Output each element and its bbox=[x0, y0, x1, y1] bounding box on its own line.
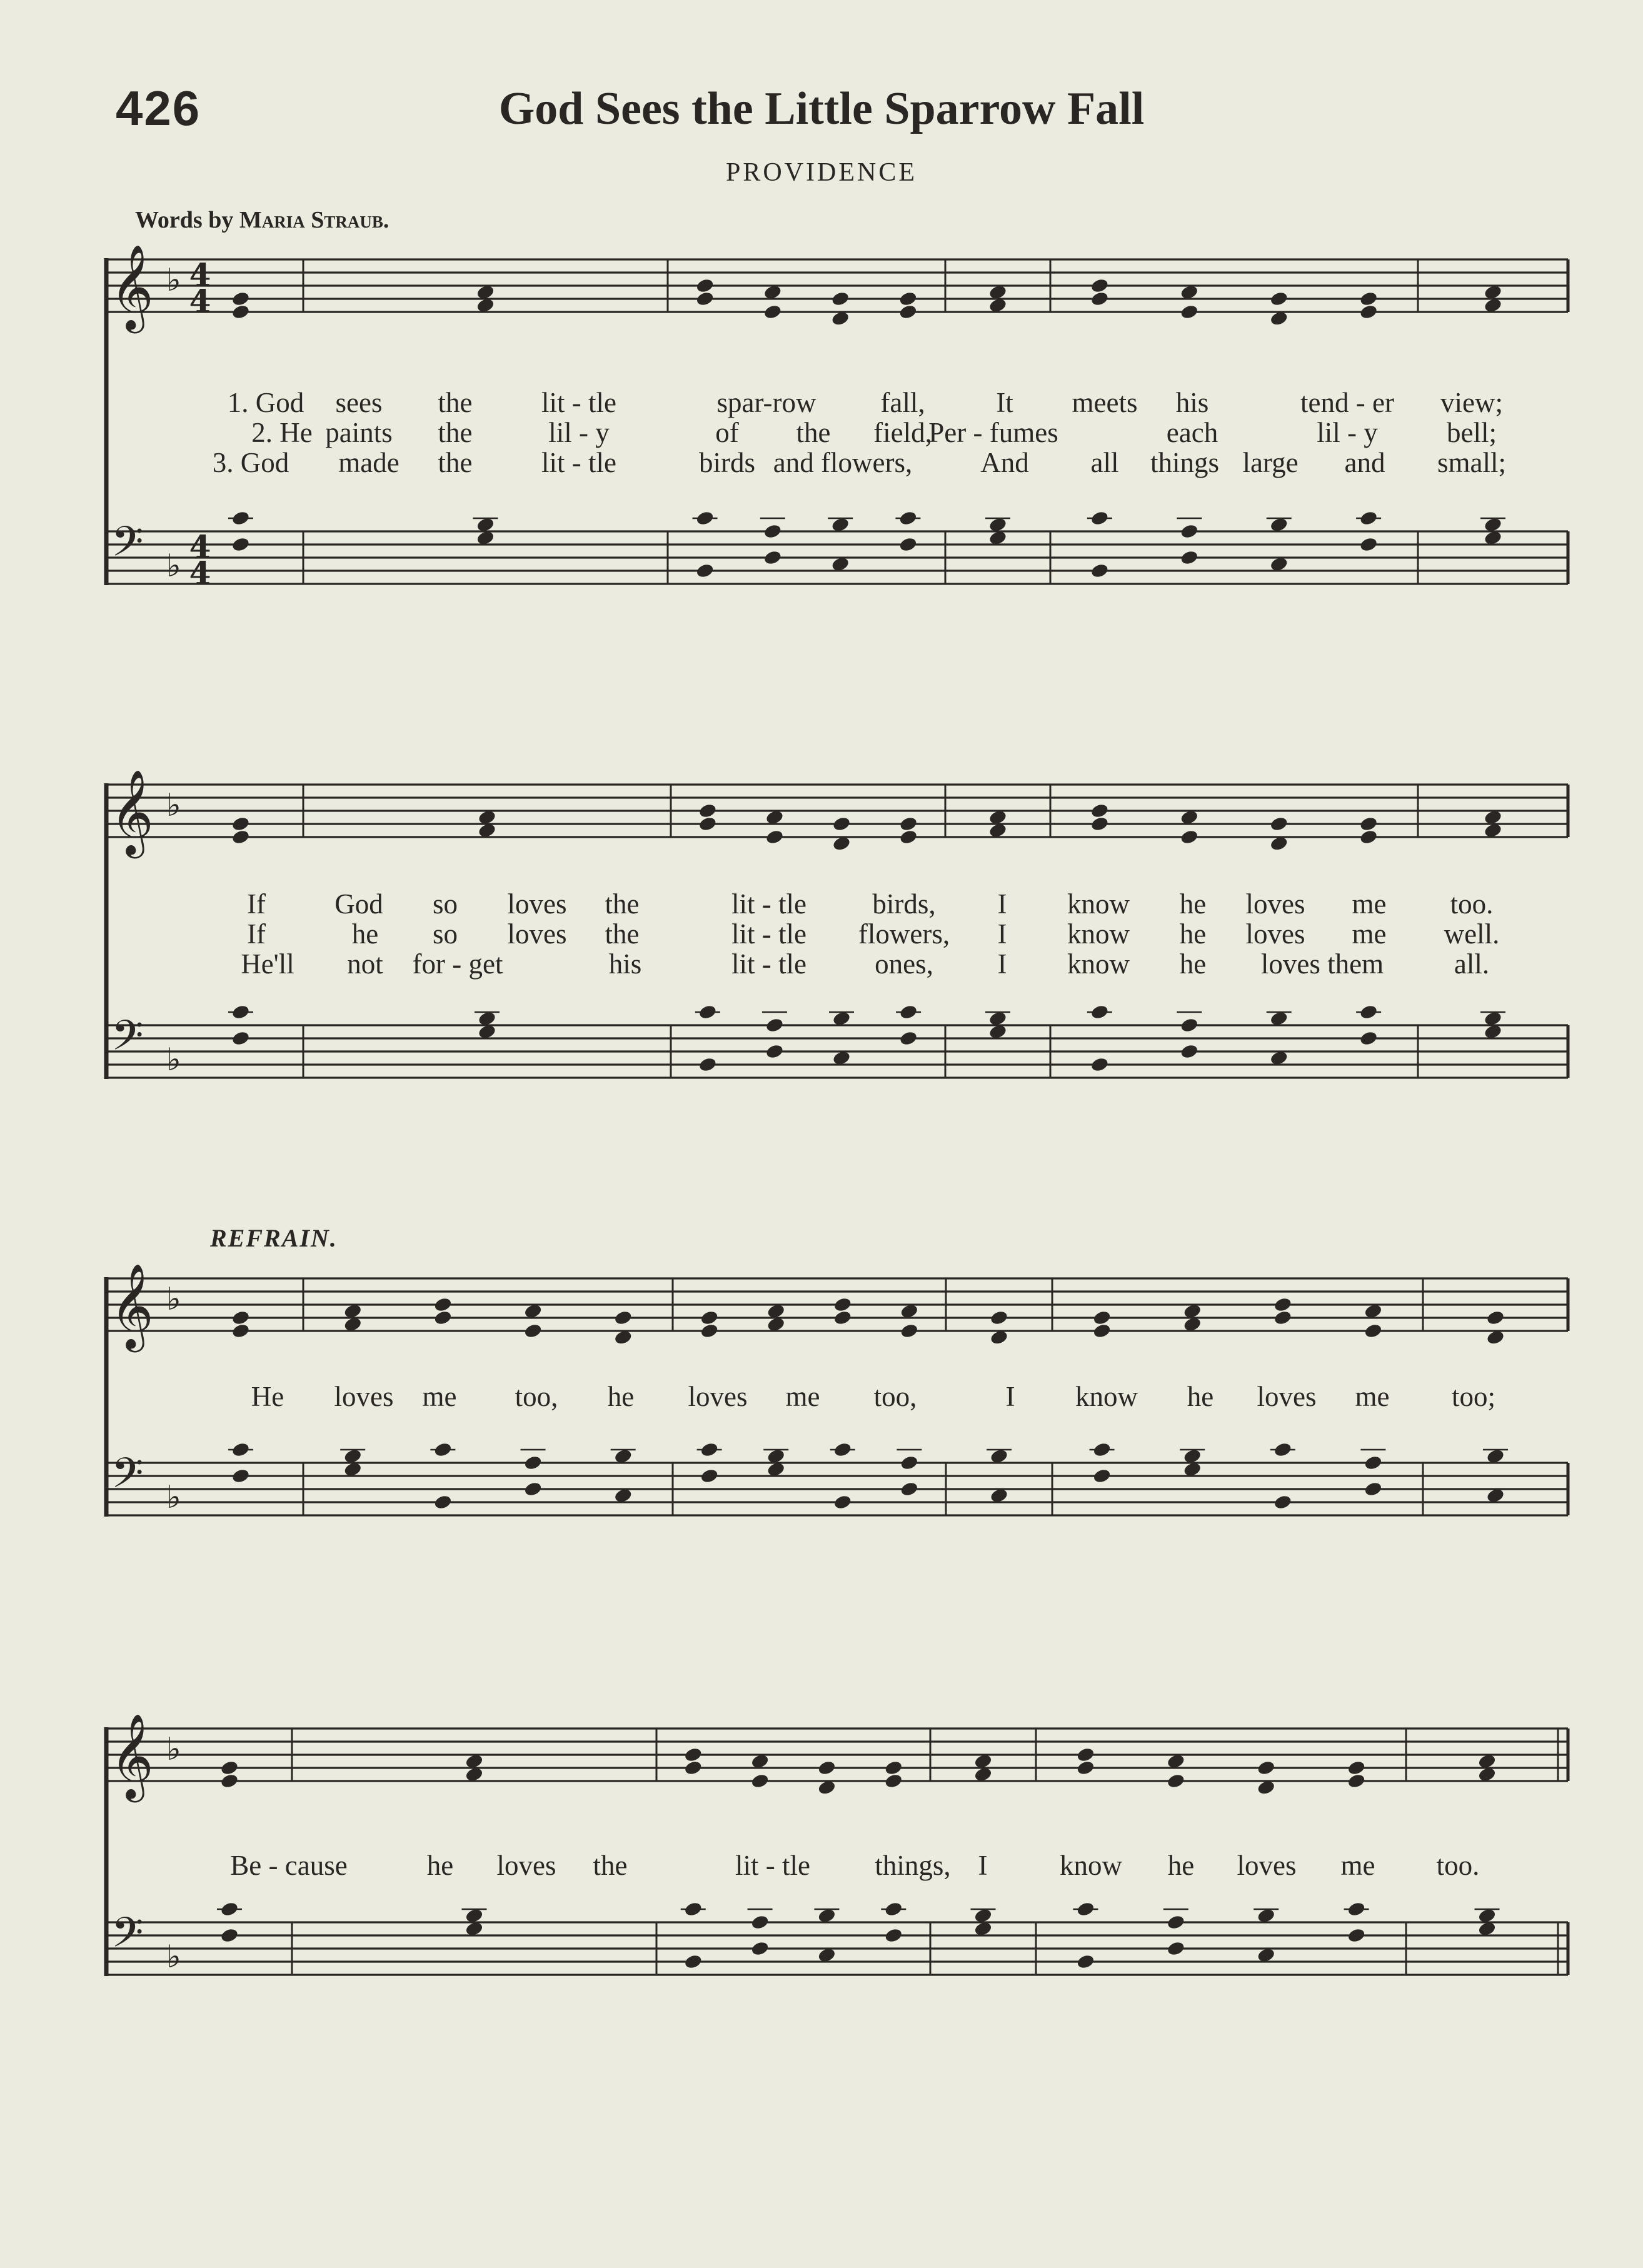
lyric-syllable: loves bbox=[1245, 918, 1305, 950]
system-3-treble-clef: 𝄞 bbox=[110, 1262, 154, 1348]
lyric-syllable: each bbox=[1166, 417, 1218, 448]
lyric-syllable: lil - y bbox=[1317, 417, 1378, 448]
lyric-syllable: bell; bbox=[1447, 417, 1497, 448]
system-4-key-flat: ♭ bbox=[166, 1939, 181, 1975]
lyric-syllable: view; bbox=[1440, 387, 1503, 418]
lyric-syllable: of bbox=[715, 417, 739, 448]
system-4-treble-note bbox=[220, 1760, 239, 1776]
system-1-treble-note bbox=[1359, 291, 1379, 307]
system-3-treble-note bbox=[700, 1323, 719, 1339]
system-1-treble-note bbox=[898, 304, 918, 320]
system-3-bass-note bbox=[1364, 1455, 1383, 1471]
system-4-bass-clef: 𝄢 bbox=[111, 1909, 144, 1967]
lyric-syllable: his bbox=[1175, 387, 1209, 418]
system-3-treble-note bbox=[231, 1310, 251, 1326]
system-4-treble-note bbox=[1347, 1773, 1366, 1789]
system-1-treble-note bbox=[831, 291, 850, 307]
system-2-bass-note bbox=[231, 1030, 251, 1046]
system-1-bass-note bbox=[1359, 536, 1379, 553]
system-2-key-flat: ♭ bbox=[166, 1041, 181, 1078]
lyric-line bbox=[0, 446, 1643, 479]
lyric-syllable: his bbox=[608, 948, 642, 980]
system-4-bass-note bbox=[750, 1940, 770, 1957]
system-4-treble-note bbox=[1166, 1773, 1185, 1789]
system-3-bass-note bbox=[900, 1455, 919, 1471]
lyric-syllable: me bbox=[1352, 918, 1387, 950]
system-3-bass-note bbox=[523, 1481, 543, 1497]
lyric-syllable: know bbox=[1067, 888, 1130, 920]
lyric-syllable: and flowers, bbox=[773, 447, 913, 478]
lyric-syllable: too. bbox=[1450, 888, 1494, 920]
system-1-treble-note bbox=[1090, 291, 1109, 307]
lyric-syllable: If bbox=[247, 888, 266, 920]
system-4-treble-note bbox=[1257, 1760, 1276, 1776]
system-1-bass-note bbox=[898, 536, 918, 553]
system-2-treble-note bbox=[1180, 829, 1199, 845]
lyric-syllable: me bbox=[1352, 888, 1387, 920]
lyric-syllable: fall, bbox=[880, 387, 925, 418]
system-2-bass-note bbox=[899, 1030, 918, 1046]
system-4-treble-note bbox=[1076, 1760, 1095, 1776]
system-2-treble-note bbox=[1269, 816, 1289, 832]
system-3-key-flat: ♭ bbox=[166, 1281, 181, 1317]
system-1-bass-note bbox=[231, 536, 251, 553]
hymn-number: 426 bbox=[116, 81, 201, 136]
time-sig-lower: 4 bbox=[189, 554, 211, 591]
system-2-bass-note bbox=[1180, 1017, 1199, 1033]
lyric-syllable: for - get bbox=[412, 948, 503, 980]
lyric-line bbox=[0, 888, 1643, 920]
system-1-treble-note bbox=[231, 304, 251, 320]
system-3-treble-note bbox=[1092, 1310, 1112, 1326]
lyric-syllable: I bbox=[997, 918, 1007, 950]
lyric-syllable: God bbox=[334, 888, 383, 920]
lyric-line bbox=[0, 948, 1643, 980]
lyric-syllable: paints bbox=[325, 417, 393, 448]
time-sig-upper: 4 bbox=[189, 256, 211, 293]
lyric-syllable: loves them bbox=[1260, 948, 1384, 980]
system-4-treble-note bbox=[683, 1760, 703, 1776]
system-4-bass-note bbox=[750, 1914, 770, 1930]
system-2-treble-note bbox=[1090, 803, 1109, 819]
system-2-treble-note bbox=[899, 816, 918, 832]
lyric-syllable: he bbox=[1167, 1850, 1195, 1881]
lyric-syllable: me bbox=[422, 1381, 457, 1412]
system-3-bass-note bbox=[900, 1481, 919, 1497]
system-2-bass-note bbox=[1090, 1056, 1109, 1073]
system-3-bass-note bbox=[700, 1468, 719, 1484]
system-2-treble-note bbox=[1090, 816, 1109, 832]
lyric-syllable: If bbox=[247, 918, 266, 950]
system-1-treble-note bbox=[1269, 291, 1289, 307]
system-4-treble-note bbox=[750, 1773, 770, 1789]
hymn-title: God Sees the Little Sparrow Fall bbox=[498, 83, 1145, 134]
system-1-treble-note bbox=[695, 291, 715, 307]
lyric-syllable: know bbox=[1067, 918, 1130, 950]
system-3-bass-note bbox=[833, 1494, 852, 1510]
lyric-line bbox=[0, 918, 1643, 950]
system-1-bass-note bbox=[763, 523, 782, 539]
system-2-treble-note bbox=[231, 816, 251, 832]
system-3-treble-note bbox=[833, 1310, 852, 1326]
system-3-bass-clef: 𝄢 bbox=[111, 1449, 144, 1507]
lyric-syllable: loves bbox=[1237, 1850, 1297, 1881]
system-3-treble-note bbox=[990, 1310, 1009, 1326]
system-3-treble-note bbox=[613, 1310, 633, 1326]
system-3-bass-note bbox=[1273, 1494, 1292, 1510]
lyric-syllable: I bbox=[997, 948, 1007, 980]
lyric-syllable: lit - tle bbox=[735, 1850, 810, 1881]
lyric-syllable: loves bbox=[507, 888, 567, 920]
system-3-treble-note bbox=[523, 1323, 543, 1339]
system-2-treble-note bbox=[1359, 829, 1379, 845]
system-2-treble-note bbox=[832, 816, 852, 832]
lyric-line bbox=[0, 386, 1643, 419]
system-4-treble-note bbox=[683, 1747, 703, 1763]
lyric-syllable: lit - tle bbox=[731, 918, 806, 950]
lyric-syllable: small; bbox=[1437, 447, 1506, 478]
system-3-bass-note bbox=[1364, 1481, 1383, 1497]
system-3-treble-note bbox=[1273, 1297, 1292, 1313]
lyric-syllable: know bbox=[1060, 1850, 1122, 1881]
lyric-syllable: I bbox=[997, 888, 1007, 920]
lyric-syllable: loves bbox=[1245, 888, 1305, 920]
system-4-bass-note bbox=[1076, 1954, 1095, 1970]
lyric-syllable: he bbox=[351, 918, 379, 950]
lyric-line bbox=[0, 1380, 1643, 1413]
lyric-syllable: meets bbox=[1072, 387, 1138, 418]
time-sig-lower: 4 bbox=[189, 283, 211, 319]
system-3-treble-note bbox=[433, 1297, 453, 1313]
system-3-bass-note bbox=[433, 1494, 453, 1510]
lyric-syllable: all. bbox=[1454, 948, 1490, 980]
lyric-syllable: loves bbox=[334, 1381, 394, 1412]
lyric-syllable: he bbox=[426, 1850, 454, 1881]
system-1-bass-note bbox=[695, 563, 715, 579]
system-1-bass-note bbox=[1090, 563, 1109, 579]
lyric-syllable: It bbox=[996, 387, 1013, 418]
lyric-syllable: he bbox=[1187, 1381, 1214, 1412]
lyric-syllable: And bbox=[980, 447, 1029, 478]
system-3-treble-note bbox=[1364, 1323, 1383, 1339]
system-1-treble-note bbox=[695, 278, 715, 294]
system-1-treble-note bbox=[1359, 304, 1379, 320]
system-2-bass-note bbox=[765, 1043, 785, 1060]
system-3-treble-note bbox=[700, 1310, 719, 1326]
system-2-key-flat: ♭ bbox=[166, 787, 181, 823]
lyric-syllable: well. bbox=[1444, 918, 1500, 950]
lyric-syllable: the bbox=[605, 918, 640, 950]
author-name: Maria Straub. bbox=[239, 207, 389, 233]
system-3-treble-note bbox=[900, 1323, 919, 1339]
system-2-bass-note bbox=[1359, 1030, 1379, 1046]
lyric-syllable: me bbox=[1340, 1850, 1375, 1881]
lyric-syllable: flowers, bbox=[858, 918, 950, 950]
lyric-syllable: know bbox=[1067, 948, 1130, 980]
lyric-syllable: me bbox=[1355, 1381, 1390, 1412]
lyric-syllable: lit - tle bbox=[731, 948, 806, 980]
lyric-syllable: I bbox=[978, 1850, 988, 1881]
system-2-treble-note bbox=[698, 816, 717, 832]
system-2-bass-note bbox=[1180, 1043, 1199, 1060]
system-4-treble-clef: 𝄞 bbox=[110, 1712, 154, 1799]
system-2-bass-clef: 𝄢 bbox=[111, 1011, 144, 1070]
lyric-line bbox=[0, 416, 1643, 449]
lyric-syllable: he bbox=[1179, 918, 1207, 950]
time-sig-upper: 4 bbox=[189, 528, 211, 565]
lyric-syllable: he bbox=[1179, 948, 1207, 980]
system-1-bass-note bbox=[1180, 523, 1199, 539]
system-2-treble-note bbox=[231, 829, 251, 845]
lyric-syllable: spar-row bbox=[716, 387, 816, 418]
system-1-treble-note bbox=[1090, 278, 1109, 294]
lyric-syllable: tend - er bbox=[1300, 387, 1394, 418]
lyric-syllable: loves bbox=[496, 1850, 556, 1881]
lyric-syllable: lit - tle bbox=[541, 447, 616, 478]
system-3-bass-note bbox=[231, 1468, 251, 1484]
lyric-syllable: loves bbox=[1257, 1381, 1317, 1412]
lyric-syllable: large bbox=[1242, 447, 1299, 478]
lyric-syllable: ones, bbox=[875, 948, 933, 980]
system-2-treble-note bbox=[698, 803, 717, 819]
lyric-syllable: I bbox=[1005, 1381, 1015, 1412]
system-2-bass-note bbox=[698, 1056, 717, 1073]
system-1-treble-note bbox=[1180, 304, 1199, 320]
system-4-bass-note bbox=[683, 1954, 703, 1970]
lyric-syllable: things, bbox=[875, 1850, 951, 1881]
lyric-syllable: all bbox=[1090, 447, 1119, 478]
lyric-syllable: Be - cause bbox=[230, 1850, 348, 1881]
lyric-syllable: Per - fumes bbox=[928, 417, 1058, 448]
lyric-syllable: he bbox=[1179, 888, 1207, 920]
system-3-bass-note bbox=[1092, 1468, 1112, 1484]
system-3-treble-note bbox=[433, 1310, 453, 1326]
system-2-treble-note bbox=[765, 829, 785, 845]
lyric-syllable: He bbox=[251, 1381, 284, 1412]
system-4-bass-note bbox=[1166, 1914, 1185, 1930]
lyric-syllable: too; bbox=[1451, 1381, 1496, 1412]
lyric-syllable: 3. God bbox=[212, 447, 289, 478]
lyric-syllable: too. bbox=[1436, 1850, 1480, 1881]
lyric-syllable: and bbox=[1344, 447, 1385, 478]
lyric-syllable: not bbox=[347, 948, 383, 980]
lyric-syllable: loves bbox=[688, 1381, 748, 1412]
tune-name: PROVIDENCE bbox=[725, 158, 917, 187]
system-3-treble-note bbox=[1273, 1310, 1292, 1326]
lyric-syllable: lit - tle bbox=[541, 387, 616, 418]
system-1-treble-note bbox=[898, 291, 918, 307]
system-4-bass-note bbox=[1166, 1940, 1185, 1957]
system-1-treble-clef: 𝄞 bbox=[110, 243, 154, 329]
lyric-line bbox=[0, 1849, 1643, 1882]
lyric-syllable: the bbox=[438, 387, 473, 418]
lyric-syllable: sees bbox=[335, 387, 383, 418]
lyric-syllable: field, bbox=[873, 417, 932, 448]
system-2-treble-note bbox=[899, 829, 918, 845]
words-prefix: Words by bbox=[135, 207, 234, 233]
lyric-syllable: the bbox=[605, 888, 640, 920]
system-1-bass-note bbox=[1180, 549, 1199, 566]
refrain-label: REFRAIN. bbox=[210, 1224, 338, 1252]
lyric-syllable: me bbox=[785, 1381, 820, 1412]
lyric-syllable: know bbox=[1075, 1381, 1138, 1412]
system-4-treble-note bbox=[884, 1773, 903, 1789]
system-4-key-flat: ♭ bbox=[166, 1731, 181, 1767]
lyric-syllable: made bbox=[338, 447, 399, 478]
system-1-treble-note bbox=[231, 291, 251, 307]
lyric-syllable: lit - tle bbox=[731, 888, 806, 920]
system-1-bass-note bbox=[763, 549, 782, 566]
system-4-treble-note bbox=[817, 1760, 837, 1776]
lyric-syllable: so bbox=[432, 918, 458, 950]
lyric-syllable: birds bbox=[699, 447, 755, 478]
lyric-syllable: the bbox=[438, 417, 473, 448]
system-4-treble-note bbox=[884, 1760, 903, 1776]
lyric-syllable: too, bbox=[515, 1381, 558, 1412]
lyric-syllable: loves bbox=[507, 918, 567, 950]
lyric-syllable: the bbox=[438, 447, 473, 478]
system-3-treble-note bbox=[231, 1323, 251, 1339]
system-2-treble-clef: 𝄞 bbox=[110, 768, 154, 855]
system-4-treble-note bbox=[1076, 1747, 1095, 1763]
lyric-syllable: 1. God bbox=[227, 387, 304, 418]
lyric-syllable: birds, bbox=[872, 888, 936, 920]
lyric-syllable: things bbox=[1150, 447, 1220, 478]
system-3-treble-note bbox=[1486, 1310, 1505, 1326]
system-3-treble-note bbox=[833, 1297, 852, 1313]
system-1-bass-clef: 𝄢 bbox=[111, 518, 144, 576]
lyric-syllable: the bbox=[593, 1850, 628, 1881]
system-1-treble-note bbox=[763, 304, 782, 320]
lyric-syllable: he bbox=[607, 1381, 635, 1412]
lyric-syllable: He'll bbox=[241, 948, 294, 980]
system-3-key-flat: ♭ bbox=[166, 1479, 181, 1515]
lyric-syllable: too, bbox=[873, 1381, 917, 1412]
system-3-treble-note bbox=[1092, 1323, 1112, 1339]
system-2-treble-note bbox=[1359, 816, 1379, 832]
system-4-bass-note bbox=[220, 1927, 239, 1944]
lyric-syllable: 2. He bbox=[251, 417, 313, 448]
system-1-key-flat: ♭ bbox=[166, 262, 181, 298]
system-3-bass-note bbox=[523, 1455, 543, 1471]
system-4-bass-note bbox=[1347, 1927, 1366, 1944]
lyric-syllable: the bbox=[796, 417, 831, 448]
system-1-key-flat: ♭ bbox=[166, 548, 181, 584]
system-2-bass-note bbox=[765, 1017, 785, 1033]
lyric-syllable: lil - y bbox=[548, 417, 610, 448]
lyric-syllable: so bbox=[432, 888, 458, 920]
system-4-treble-note bbox=[220, 1773, 239, 1789]
system-4-treble-note bbox=[1347, 1760, 1366, 1776]
system-4-bass-note bbox=[884, 1927, 903, 1944]
